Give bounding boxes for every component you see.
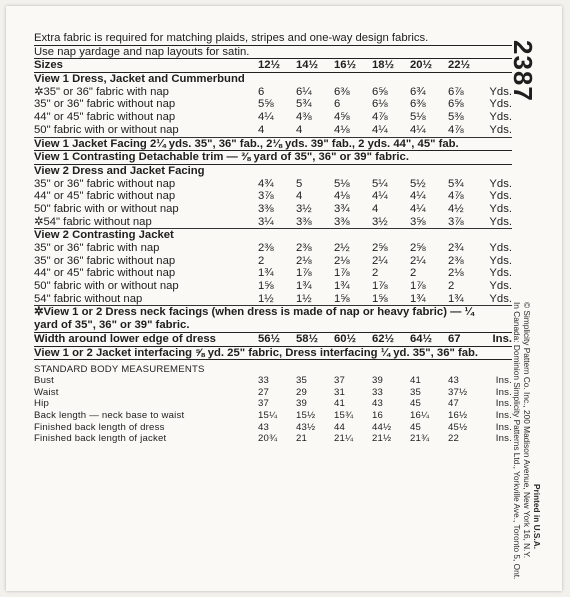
note-nap-satin: Use nap yardage and nap layouts for satin. [34, 46, 512, 60]
row-label: Waist [34, 386, 59, 398]
value-cell: 15¾ [334, 410, 354, 422]
view1-facing: View 1 Jacket Facing 2¼ yds. 35", 36" fab., 2⅛ yds. 39" fab., 2 yds. 44", 45" fab. [34, 138, 512, 152]
yardage-row [34, 242, 512, 255]
row-unit: Yds. [489, 215, 512, 228]
yardage-chart [34, 32, 512, 445]
value-cell: 4⅜ [296, 111, 312, 124]
row-unit: Ins. [495, 386, 512, 398]
value-cell: 1¾ [410, 292, 426, 305]
value-cell: 47 [448, 398, 460, 410]
value-cell: 2⅝ [372, 242, 388, 254]
value-cell: 5½ [410, 177, 426, 190]
value-cell: 4⅞ [448, 123, 464, 136]
neck-facing-line1: ✲View 1 or 2 Dress neck facings (when dress is made of nap or heavy fabric) — ¼ [34, 306, 474, 319]
width-values [258, 333, 486, 346]
value-cell: 6⅞ [448, 85, 464, 98]
row-label: 54" fabric without nap [34, 292, 143, 305]
value-cell: 4¼ [258, 111, 274, 124]
value-cell: 3½ [296, 202, 312, 215]
row-unit: Yds. [489, 254, 512, 267]
value-cell: 2⅜ [448, 254, 464, 267]
value-cell: 37½ [448, 386, 468, 398]
value-cell: 39 [372, 375, 384, 387]
value-cell: 6 [334, 98, 341, 111]
printed-in [532, 484, 542, 549]
row-unit: Yds. [489, 177, 512, 190]
value-cell: 4¼ [372, 123, 388, 136]
yardage-row [34, 178, 512, 191]
value-cell: 18½ [372, 59, 394, 72]
yardage-row [34, 124, 512, 137]
value-cell: 45 [410, 398, 422, 410]
row-unit: Ins. [495, 421, 512, 433]
value-cell: 39 [296, 398, 308, 410]
value-cell: 60½ [334, 332, 356, 345]
value-cell: 3¾ [334, 202, 350, 215]
value-cell: 4⅝ [334, 111, 350, 124]
value-cell: 6 [258, 85, 265, 98]
value-cell: 4½ [448, 202, 464, 215]
value-cell: 2 [258, 254, 265, 267]
value-cell: 4¼ [410, 123, 426, 136]
row-label: Hip [34, 398, 49, 410]
credit-line1: © Simplicity Pattern Co. Inc., 200 Madison Avenue, New York 16, N.Y. [522, 302, 532, 559]
measurements-title-text: STANDARD BODY MEASUREMENTS [34, 363, 205, 375]
measurement-row [34, 376, 512, 388]
value-cell: 1¾ [296, 280, 312, 293]
value-cell: 5⅜ [448, 111, 464, 124]
interfacing-line: View 1 or 2 Jacket interfacing ⅝ yd. 25" fabric, Dress interfacing ¼ yd. 35", 36" fab. [34, 347, 512, 361]
value-cell: 3⅞ [258, 190, 274, 203]
value-cell: 2½ [334, 242, 350, 254]
value-cell: 3⅜ [296, 215, 312, 228]
row-label: 44" or 45" fabric without nap [34, 111, 176, 124]
row-values [258, 267, 486, 280]
row-unit: Ins. [495, 398, 512, 410]
row-label: 35" or 36" fabric without nap [34, 177, 176, 190]
row-values [258, 293, 486, 306]
value-cell: 41 [334, 398, 346, 410]
measurement-row [34, 399, 512, 411]
value-cell: 3⅞ [448, 215, 464, 228]
value-cell: 2⅜ [258, 242, 274, 254]
printed-in-text: Printed in U.S.A. [532, 484, 542, 549]
row-unit: Ins. [495, 433, 512, 445]
value-cell: 1⅞ [296, 267, 312, 280]
row-unit: Yds. [489, 267, 512, 280]
row-label: ✲35" or 36" fabric with nap [34, 85, 169, 98]
value-cell: 1⅞ [372, 280, 388, 293]
row-unit: Ins. [495, 375, 512, 387]
value-cell: 4⅛ [334, 190, 350, 203]
yardage-row [34, 267, 512, 280]
measurement-row [34, 434, 512, 446]
row-unit: Yds. [489, 85, 512, 98]
value-cell: 2⅜ [296, 242, 312, 254]
value-cell: 2 [410, 267, 417, 280]
row-label: 35" or 36" fabric with nap [34, 242, 160, 254]
value-cell: 2⅛ [334, 254, 350, 267]
value-cell: 1⅝ [372, 292, 388, 305]
value-cell: 5⅝ [258, 98, 274, 111]
row-label: 50" fabric with or without nap [34, 123, 179, 136]
pattern-number: 2387 [508, 40, 538, 102]
yardage-row [34, 293, 512, 306]
value-cell: 6⅜ [410, 98, 426, 111]
value-cell: 29 [296, 386, 308, 398]
row-unit: Yds. [489, 280, 512, 293]
row-label: 35" or 36" fabric without nap [34, 98, 176, 111]
row-unit: Yds. [489, 202, 512, 215]
value-cell: 22½ [448, 59, 470, 72]
value-cell: 43 [372, 398, 384, 410]
value-cell: 31 [334, 386, 346, 398]
value-cell: 3¼ [258, 215, 274, 228]
value-cell: 4 [372, 202, 379, 215]
value-cell: 4¼ [372, 190, 388, 203]
sizes-row [34, 59, 512, 73]
view1-title: View 1 Dress, Jacket and Cummerbund [34, 73, 245, 86]
view2-jacket-title: View 2 Contrasting Jacket [34, 229, 174, 242]
value-cell: 6¼ [296, 85, 312, 98]
value-cell: 1¾ [334, 280, 350, 293]
value-cell: 22 [448, 433, 460, 445]
value-cell: 43 [448, 375, 460, 387]
value-cell: 4¼ [410, 202, 426, 215]
view2-jacket-rows [34, 242, 512, 305]
value-cell: 21¾ [410, 433, 430, 445]
value-cell: 4⅞ [448, 190, 464, 203]
value-cell: 21 [296, 433, 308, 445]
value-cell: 1¾ [448, 292, 464, 305]
yardage-row [34, 111, 512, 124]
note-matching-fabric: Extra fabric is required for matching plaids, stripes and one-way design fabrics. [34, 32, 512, 46]
value-cell: 2¼ [372, 254, 388, 267]
row-label: 50" fabric with or without nap [34, 202, 179, 215]
row-values [258, 178, 486, 191]
value-cell: 4⅞ [372, 111, 388, 124]
credit-line2: In Canada: Dominion Simplicity Patterns Ltd., Yorkville Ave., Toronto 5, Ont. [512, 302, 522, 580]
yardage-row [34, 280, 512, 293]
value-cell: 16½ [448, 410, 468, 422]
value-cell: 2⅛ [448, 267, 464, 280]
value-cell: 20¾ [258, 433, 278, 445]
value-cell: 3½ [372, 215, 388, 228]
value-cell: 45½ [448, 421, 468, 433]
value-cell: 20½ [410, 59, 432, 72]
sizes-values [258, 59, 486, 72]
row-unit: Yds. [489, 98, 512, 111]
value-cell: 33 [372, 386, 384, 398]
row-label: ✲54" fabric without nap [34, 215, 152, 228]
value-cell: 2 [372, 267, 379, 280]
value-cell: 14½ [296, 59, 318, 72]
pattern-envelope-back [6, 6, 562, 591]
row-unit: Ins. [495, 410, 512, 422]
row-unit: Yds. [489, 111, 512, 124]
row-values [258, 216, 486, 229]
value-cell: 21¼ [334, 433, 354, 445]
row-label: Bust [34, 375, 54, 387]
row-label: Finished back length of jacket [34, 433, 167, 445]
value-cell: 4 [296, 123, 303, 136]
value-cell: 5¾ [448, 177, 464, 190]
width-label: Width around lower edge of dress [34, 332, 216, 345]
row-unit: Yds. [489, 190, 512, 203]
value-cell: 4 [296, 190, 303, 203]
value-cell: 16¼ [410, 410, 430, 422]
value-cell: 2⅛ [296, 254, 312, 267]
measurement-row [34, 387, 512, 399]
width-row [34, 333, 512, 347]
row-values [258, 190, 486, 203]
yardage-row [34, 203, 512, 216]
value-cell: 5⅛ [410, 111, 426, 124]
yardage-row [34, 216, 512, 229]
value-cell: 58½ [296, 332, 318, 345]
row-values [258, 111, 486, 124]
value-cell: 35 [296, 375, 308, 387]
view1-trim: View 1 Contrasting Detachable trim — ⅜ yard of 35", 36" or 39" fabric. [34, 151, 512, 165]
value-cell: 2 [448, 280, 455, 293]
value-cell: 21½ [372, 433, 392, 445]
value-cell: 2¼ [410, 254, 426, 267]
yardage-row [34, 255, 512, 268]
value-cell: 6⅛ [372, 98, 388, 111]
value-cell: 5¾ [296, 98, 312, 111]
value-cell: 2⅝ [410, 242, 426, 254]
width-unit: Ins. [492, 332, 512, 345]
value-cell: 45 [410, 421, 422, 433]
value-cell: 56½ [258, 332, 280, 345]
yardage-row [34, 98, 512, 111]
value-cell: 64½ [410, 332, 432, 345]
row-values [258, 98, 486, 111]
value-cell: 44 [334, 421, 346, 433]
yardage-row [34, 86, 512, 99]
view2-title: View 2 Dress and Jacket Facing [34, 164, 205, 177]
row-values [258, 255, 486, 268]
value-cell: 37 [258, 398, 270, 410]
neck-facing-line2: yard of 35", 36" or 39" fabric. [34, 319, 512, 333]
view1-rows [34, 86, 512, 137]
row-values [258, 203, 486, 216]
value-cell: 41 [410, 375, 422, 387]
measurement-row [34, 422, 512, 434]
value-cell: 35 [410, 386, 422, 398]
row-label: Back length — neck base to waist [34, 410, 185, 422]
value-cell: 15¼ [258, 410, 278, 422]
row-values [258, 242, 486, 255]
value-cell: 6¾ [410, 85, 426, 98]
value-cell: 33 [258, 375, 270, 387]
value-cell: 1½ [296, 292, 312, 305]
row-values [258, 433, 486, 446]
row-label: 50" fabric with or without nap [34, 280, 179, 293]
value-cell: 4¼ [410, 190, 426, 203]
yardage-row [34, 190, 512, 203]
value-cell: 1⅝ [334, 292, 350, 305]
value-cell: 43 [258, 421, 270, 433]
value-cell: 4¾ [258, 177, 274, 190]
row-values [258, 124, 486, 137]
publisher-credit [512, 302, 532, 579]
value-cell: 5 [296, 177, 303, 190]
row-values [258, 280, 486, 293]
row-label: 35" or 36" fabric without nap [34, 254, 176, 267]
body-measurements [34, 364, 512, 445]
value-cell: 15½ [296, 410, 316, 422]
row-unit: Yds. [489, 123, 512, 136]
view2-rows [34, 178, 512, 229]
row-unit: Yds. [489, 242, 512, 254]
value-cell: 43½ [296, 421, 316, 433]
value-cell: 4⅛ [334, 123, 350, 136]
value-cell: 3⅜ [258, 202, 274, 215]
value-cell: 6⅝ [448, 98, 464, 111]
value-cell: 1½ [258, 292, 274, 305]
value-cell: 1⅞ [410, 280, 426, 293]
sizes-label: Sizes [34, 59, 63, 72]
value-cell: 16½ [334, 59, 356, 72]
value-cell: 44½ [372, 421, 392, 433]
value-cell: 12½ [258, 59, 280, 72]
value-cell: 1¾ [258, 267, 274, 280]
value-cell: 1⅝ [258, 280, 274, 293]
value-cell: 5¼ [372, 177, 388, 190]
row-label: Finished back length of dress [34, 421, 165, 433]
value-cell: 3⅜ [334, 215, 350, 228]
value-cell: 1⅞ [334, 267, 350, 280]
value-cell: 2¾ [448, 242, 464, 254]
value-cell: 67 [448, 332, 461, 345]
value-cell: 27 [258, 386, 270, 398]
value-cell: 6⅝ [372, 85, 388, 98]
measurements-title [34, 364, 512, 376]
value-cell: 3⅝ [410, 215, 426, 228]
value-cell: 16 [372, 410, 384, 422]
value-cell: 6⅜ [334, 85, 350, 98]
row-label: 44" or 45" fabric without nap [34, 267, 176, 280]
row-unit: Yds. [489, 292, 512, 305]
value-cell: 37 [334, 375, 346, 387]
measurement-rows [34, 376, 512, 446]
value-cell: 5⅛ [334, 177, 350, 190]
row-label: 44" or 45" fabric without nap [34, 190, 176, 203]
value-cell: 4 [258, 123, 265, 136]
row-values [258, 86, 486, 99]
value-cell: 62½ [372, 332, 394, 345]
measurement-row [34, 411, 512, 423]
